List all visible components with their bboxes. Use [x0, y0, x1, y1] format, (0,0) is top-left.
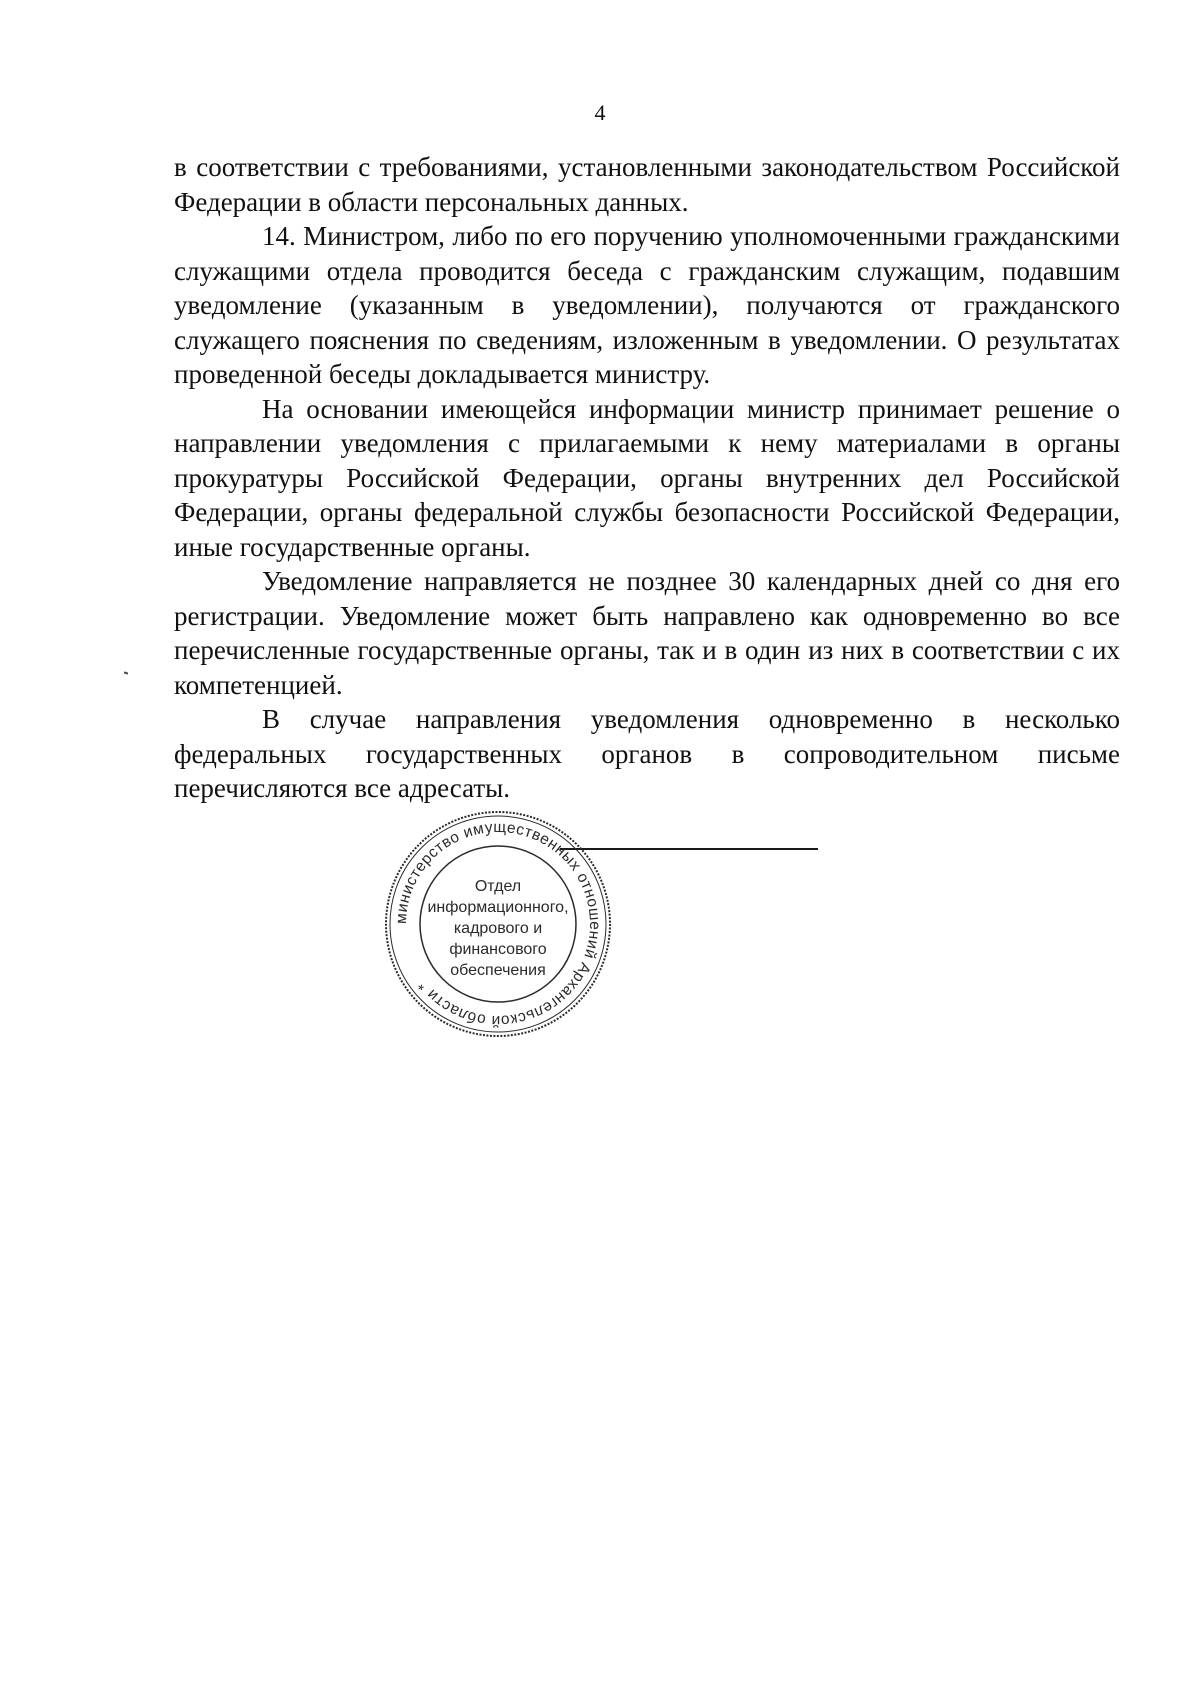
paragraph-addressees: В случае направления уведомления одновременно в несколько федеральных государственных органов в сопроводительном письме перечисляются все адресаты.: [174, 704, 1120, 803]
paragraph-14: 14. Министром, либо по его поручению уполномоченными гражданскими служащими отдела проводится беседа с гражданским служащим, подавшим уведомление (указанным в уведомлении), получаются от гражданского служащего пояснения по сведениям, изложенным в уведомлении. О результатах проведенной беседы докладывается министру.: [174, 221, 1120, 389]
stamp-center-line-3: кадрового и: [453, 920, 543, 937]
stamp-center-line-5: обеспечения: [450, 962, 546, 979]
paragraph-decision: На основании имеющейся информации министр принимает решение о направлении уведомления с прилагаемыми к нему материалами в органы прокуратуры Российской Федерации, органы внутренних дел Российской Федерации, органы федеральной службы безопасности Российской Федерации, иные государственные органы.: [174, 393, 1120, 562]
stamp-center-line-1: Отдел: [474, 878, 522, 895]
stamp-center-line-2: информационного,: [427, 899, 569, 916]
page-number: 4: [594, 100, 606, 125]
stamp-center-line-4: финансового: [449, 941, 547, 958]
paragraph-continuation: в соответствии с требованиями, установленными законодательством Российской Федерации в области персональных данных.: [174, 152, 1120, 217]
official-stamp: [382, 808, 614, 1040]
scan-speck: [124, 671, 128, 674]
document-body: [174, 150, 1120, 806]
paragraph-deadline: Уведомление направляется не позднее 30 календарных дней со дня его регистрации. Уведомление может быть направлено как одновременно во все перечисленные государственные органы, так и в один из них в соответствии с их компетенцией.: [174, 566, 1120, 700]
stamp-ring-text: министерство имущественных отношений Архангельской области *: [392, 818, 604, 1030]
